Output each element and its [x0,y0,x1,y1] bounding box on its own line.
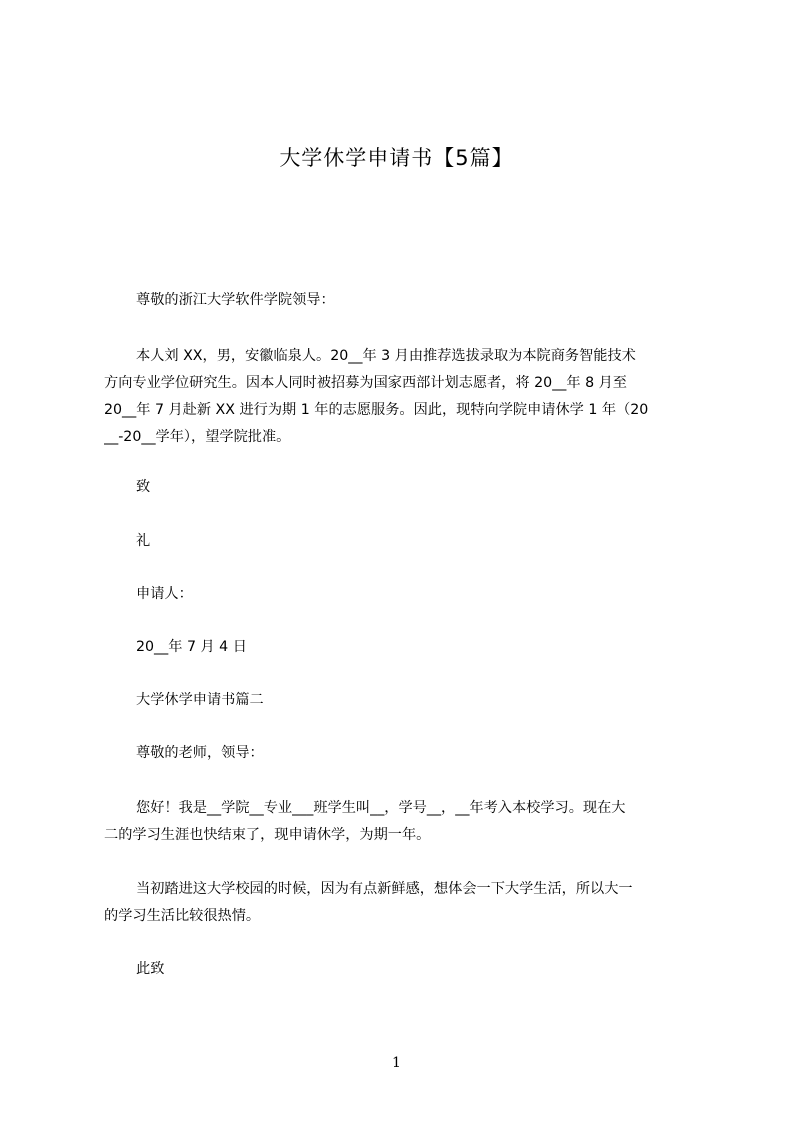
salutation: 尊敬的浙江大学软件学院领导： [136,292,335,308]
page-number: 1 [392,1055,401,1071]
paragraph-line: 本人刘 XX，男，安徽临泉人。20__年 3 月由推荐选拔录取为本院商务智能技术 [136,348,636,364]
paragraph-body-3 [104,876,700,930]
paragraph-line: 20__年 7 月赴新 XX 进行为期 1 年的志愿服务。因此，现特向学院申请休学 1 年（20 [104,402,649,418]
application-date: 20__年 7 月 4 日 [136,639,247,655]
closing-zhi: 致 [136,479,151,495]
paragraph-line: 的学习生活比较很热情。 [104,908,261,924]
paragraph-line: __-20__学年），望学院批准。 [104,429,291,445]
paragraph-line: 您好！我是__学院__专业___班学生叫__，学号__，__年考入本校学习。现在大 [136,800,626,816]
paragraph-line: 方向专业学位研究生。因本人同时被招募为国家西部计划志愿者，将 20__年 8 月至 [104,375,627,391]
document-title: 大学休学申请书【5篇】 [279,146,514,170]
salutation-2: 尊敬的老师，领导： [136,745,264,761]
applicant-label: 申请人： [136,586,193,602]
section-title: 大学休学申请书篇二 [136,692,264,708]
closing-li: 礼 [136,533,151,549]
paragraph-body-1 [104,343,700,451]
paragraph-line: 二的学习生涯也快结束了，现申请休学，为期一年。 [104,827,431,843]
closing-cizhi: 此致 [136,961,165,977]
paragraph-body-2 [104,795,700,849]
paragraph-line: 当初踏进这大学校园的时候，因为有点新鲜感，想体会一下大学生活，所以大一 [136,881,633,897]
